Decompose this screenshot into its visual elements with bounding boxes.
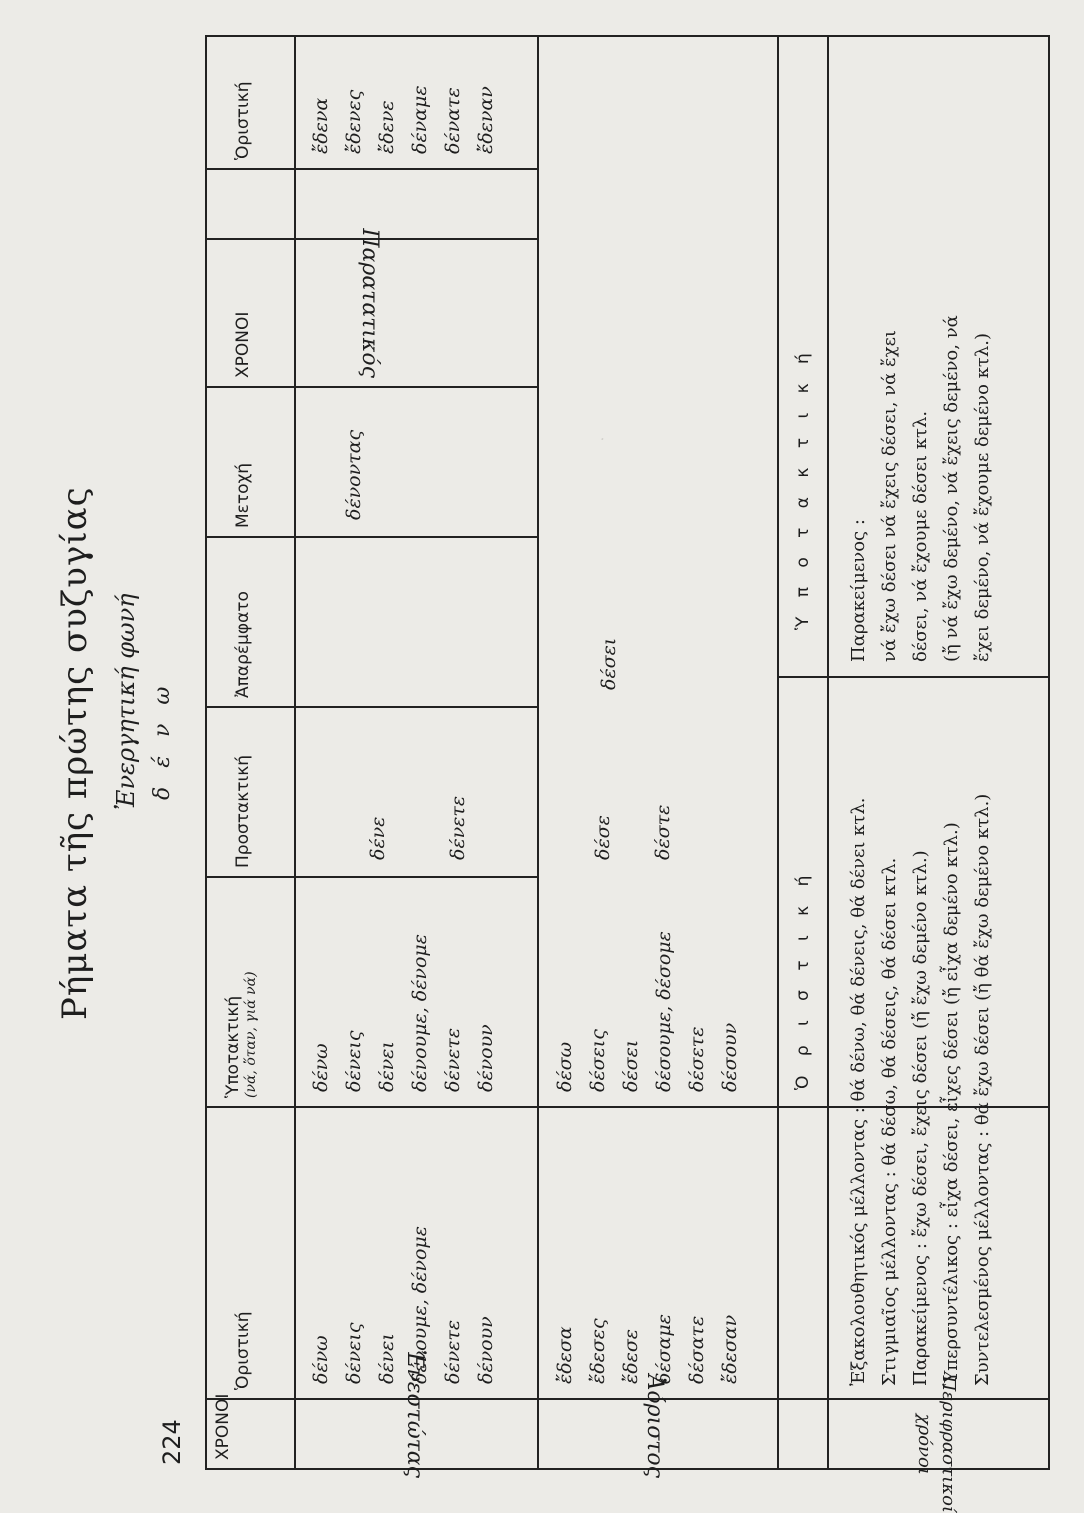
tense-imperfect: Παρατατικός [357,228,382,378]
col-divider [777,676,1048,678]
header-imperative: Προστακτική [233,755,253,868]
header-subjunctive: Ὑποτακτική (νά, ὅταν, γιά νά) [223,971,259,1098]
periphrastic-subjunctive-lines: Παρακείμενος : νά ἔχω δέσει νά ἔχεις δέσει, νά ἔχει δέσει, νά ἔχουμε δέσει κτλ. (ἤ νά ἔχω δεμένο, νά ἔχεις δεμένο, νά ἔχει δεμένο, νά ἔχουμε δεμένο κτλ.) [848,315,993,662]
tense-periphrastic: Περιφραστικοί χρόνοι [914,1375,959,1513]
page-number: 224 [158,1419,186,1465]
header-xronoi: ΧΡΟΝΟΙ [213,1393,233,1460]
tense-present: Ἐνεστώτας [402,1349,427,1478]
aorist-indicative: ἔδεσα ἔδεσες ἔδεσε δέσαμε δέσατε ἔδεσαν [554,1314,741,1384]
header-participle: Μετοχή [233,462,253,528]
page-title: Ρήματα τῆς πρώτης συζυγίας [55,486,95,1020]
show-through-text: · [600,430,605,448]
aorist-imperative: δέσε δέστε [592,804,674,860]
periphrastic-subjunctive-header: Ὑ π ο τ α κ τ ι κ ή [793,346,813,630]
aorist-subjunctive: δέσω δέσεις δέσει δέσουμε, δέσομε δέσετε δέσουν [554,931,741,1092]
header-imperfect-indicative: Ὁριστική [233,81,253,160]
header-infinitive: Ἀπαρέμφατο [233,591,253,698]
imperfect-indicative: ἔδενα ἔδενες ἔδενε δέναμε δένατε ἔδεναν [310,85,497,154]
header-imperfect-xronoi: ΧΡΟΝΟΙ [233,311,253,378]
col-divider [207,168,537,170]
row-divider [777,37,779,1468]
tense-aorist: Ἀόριστος [642,1374,667,1478]
periphrastic-indicative-header: Ὁ ρ ι σ τ ι κ ή [793,868,813,1090]
row-divider [827,37,829,1468]
periphrastic-indicative-lines: Ἐξακολουθητικός μέλλοντας : θά δένω, θά δένεις, θά δένει κτλ. Στιγμιαῖος μέλλοντας : θά δέσω, θά δέσεις, θά δέσει κτλ. Παρακείμενος : ἔχω δέσει, ἔχεις δέσει (ἤ ἔχω δεμένο κτλ.) Ὑπερσυντέλικος : εἶχα δέσει, εἶχες δέσει (ἤ εἶχα δεμένο κτλ.) Συντελεσμένος μέλλοντας : θά ἔχω δέσει (ἤ θά ἔχω δεμένο κτλ.) [848,793,993,1386]
conjugation-table [205,35,1050,1513]
present-participle: δένοντας [343,429,365,520]
present-imperative: δένε δένετε [367,795,469,860]
col-divider [207,1106,777,1108]
present-subjunctive: δένω δένεις δένει δένουμε, δένομε δένετε δένουν [310,934,497,1092]
header-divider [294,37,296,1468]
verb-heading: δ έ ν ω [150,680,175,800]
header-indicative: Ὁριστική [233,1311,253,1390]
present-indicative: δένω δένεις δένει δένουμε, δένομε δένετε δένουν [310,1226,497,1384]
page-subtitle: Ἐνεργητική φωνή [112,593,140,810]
aorist-infinitive: δέσει [598,637,620,690]
row-divider [537,37,539,1468]
